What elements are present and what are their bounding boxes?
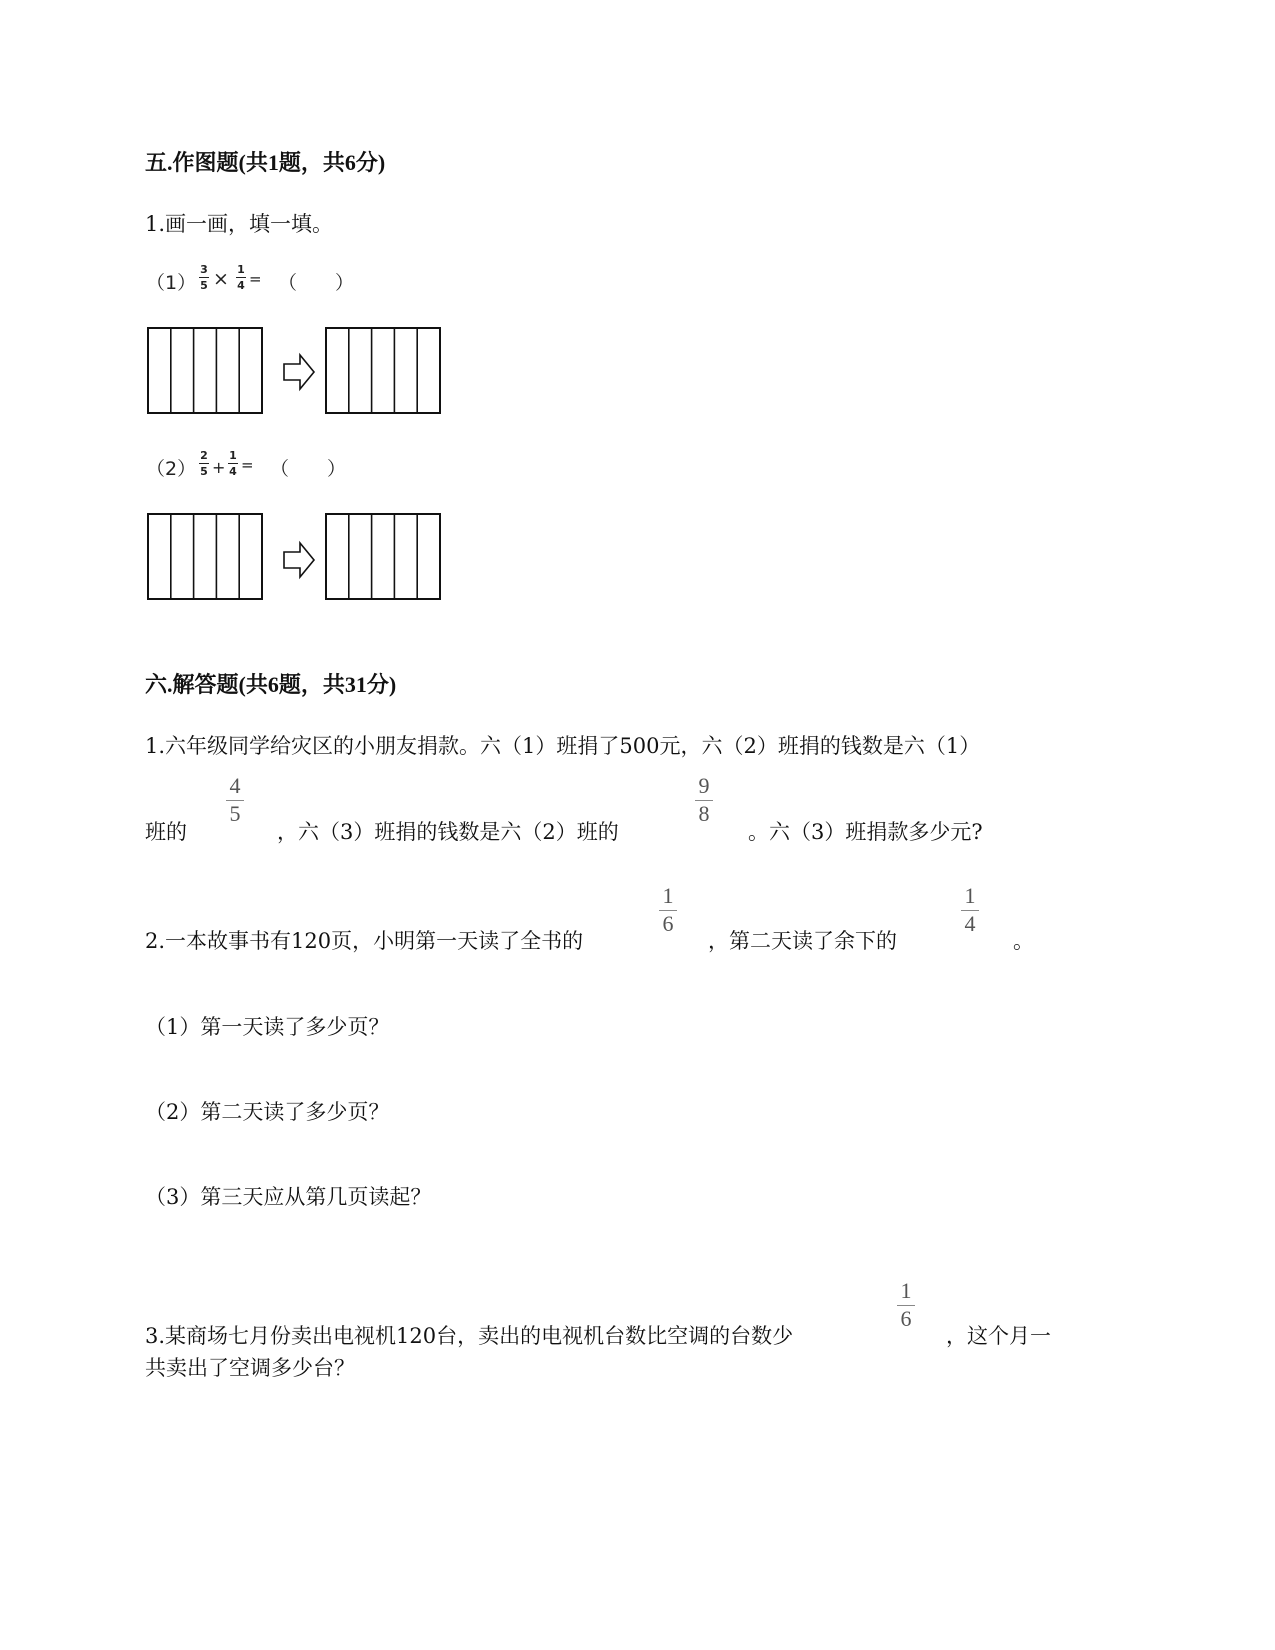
question-6-1-seg-1: 班的 xyxy=(145,820,187,844)
fraction-denominator: 4 xyxy=(229,465,237,478)
arrow-right-icon xyxy=(284,543,314,577)
rectangle-after[interactable] xyxy=(326,514,440,599)
fraction-numerator: 9 xyxy=(698,773,710,798)
plus-sign: + xyxy=(212,458,226,477)
fraction-nine-eighths xyxy=(695,775,713,825)
fraction-denominator: 8 xyxy=(698,801,710,826)
question-6-3-line-2: 共卖出了空调多少台？ xyxy=(145,1356,355,1380)
fraction-numerator: 1 xyxy=(964,883,976,908)
question-6-2-seg-3: 。 xyxy=(1013,929,1034,953)
fraction-one-fourth xyxy=(961,885,979,935)
question-6-2-sub-1: （1）第一天读了多少页？ xyxy=(145,1015,390,1039)
fraction-three-fifths xyxy=(199,264,209,291)
question-6-3-seg-1: 3.某商场七月份卖出电视机120台，卖出的电视机台数比空调的台数少 xyxy=(145,1324,794,1348)
section-6-title: 六.解答题(共6题，共31分) xyxy=(145,672,397,697)
question-6-1-line-1: 1.六年级同学给灾区的小朋友捐款。六（1）班捐了500元，六（2）班捐的钱数是六（1） xyxy=(145,734,981,758)
answer-blank-2[interactable]: （ ） xyxy=(270,458,347,480)
question-6-2-sub-3: （3）第三天应从第几页读起？ xyxy=(145,1185,432,1209)
fraction-numerator: 1 xyxy=(662,883,674,908)
fraction-denominator: 4 xyxy=(237,279,245,292)
fraction-numerator: 4 xyxy=(229,773,241,798)
fraction-numerator: 1 xyxy=(237,263,245,276)
fraction-denominator: 6 xyxy=(662,911,674,936)
answer-blank-1[interactable]: （ ） xyxy=(278,272,355,294)
fraction-denominator: 6 xyxy=(900,1306,912,1331)
part-1-label: （1） xyxy=(146,272,197,294)
question-6-1-seg-2: ，六（3）班捐的钱数是六（2）班的 xyxy=(277,820,619,844)
section-5-title: 五.作图题(共1题，共6分) xyxy=(145,150,386,175)
fraction-denominator: 5 xyxy=(200,279,208,292)
fraction-diagram-2 xyxy=(140,506,460,606)
fraction-four-fifths xyxy=(226,775,244,825)
fraction-numerator: 1 xyxy=(900,1278,912,1303)
fraction-denominator: 4 xyxy=(964,911,976,936)
fraction-diagram-1 xyxy=(140,320,460,420)
fraction-denominator: 5 xyxy=(200,465,208,478)
fraction-two-fifths xyxy=(199,450,209,477)
multiply-sign: × xyxy=(213,268,229,290)
arrow-right-icon xyxy=(284,355,314,389)
fraction-one-sixth xyxy=(897,1280,915,1330)
fraction-one-sixth xyxy=(659,885,677,935)
question-5-1-stem: 1.画一画，填一填。 xyxy=(145,212,334,236)
rectangle-before[interactable] xyxy=(148,514,262,599)
equals-sign: = xyxy=(241,456,254,474)
fraction-one-fourth xyxy=(228,450,238,477)
fraction-one-fourth xyxy=(236,264,246,291)
fraction-numerator: 2 xyxy=(200,449,208,462)
question-6-2-seg-2: ，第二天读了余下的 xyxy=(708,929,897,953)
question-6-3-seg-2: ，这个月一 xyxy=(946,1324,1051,1348)
equals-sign: = xyxy=(249,270,262,288)
question-6-2-seg-1: 2.一本故事书有120页，小明第一天读了全书的 xyxy=(145,929,584,953)
question-6-2-sub-2: （2）第二天读了多少页？ xyxy=(145,1100,390,1124)
part-2-label: （2） xyxy=(146,458,197,480)
fraction-denominator: 5 xyxy=(229,801,241,826)
fraction-numerator: 1 xyxy=(229,449,237,462)
rectangle-before[interactable] xyxy=(148,328,262,413)
rectangle-after[interactable] xyxy=(326,328,440,413)
fraction-numerator: 3 xyxy=(200,263,208,276)
question-6-1-seg-3: 。六（3）班捐款多少元? xyxy=(748,820,983,844)
